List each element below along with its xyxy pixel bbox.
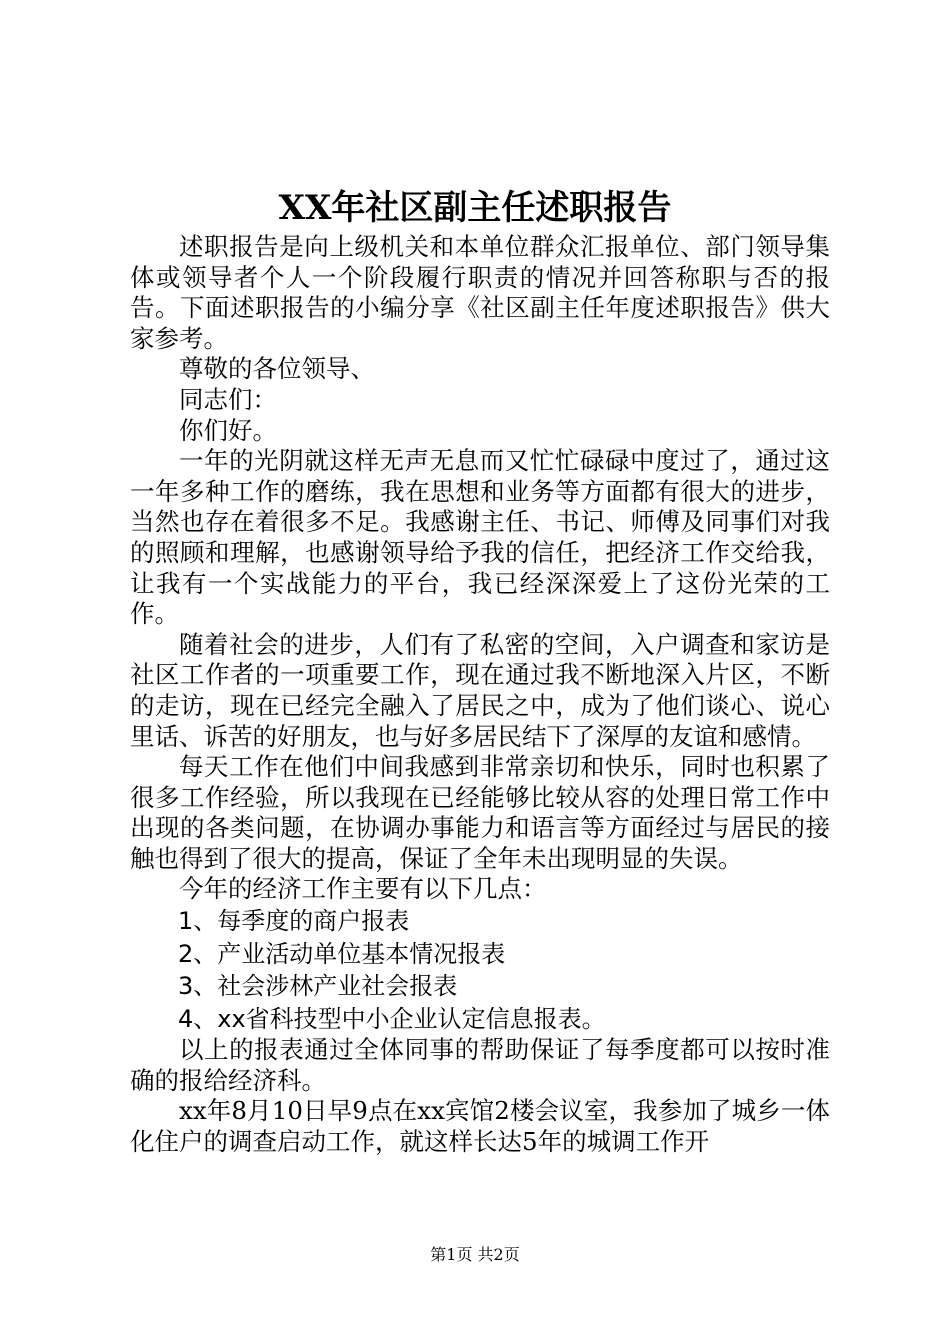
paragraph-reports-summary: 以上的报表通过全体同事的帮助保证了每季度都可以按时准确的报给经济科。	[130, 1035, 830, 1095]
paragraph-year-review: 一年的光阴就这样无声无息而又忙忙碌碌中度过了，通过这一年多种工作的磨练，我在思想和业务等方面都有很大的进步，当然也存在着很多不足。我感谢主任、书记、师傅及同事们对我的照顾和理解，也感谢领导给予我的信任，把经济工作交给我，让我有一个实战能力的平台，我已经深深爱上了这份光荣的工作。	[130, 446, 830, 629]
paragraph-work-points: 今年的经济工作主要有以下几点：	[179, 874, 547, 904]
list-item: 3、社会涉林产业社会报表	[178, 972, 458, 1001]
paragraph-survey-start: xx年8月10日早9点在xx宾馆2楼会议室，我参加了城乡一体化住户的调查启动工作，就这样长达5年的城调工作开	[130, 1096, 830, 1156]
paragraph-intro: 述职报告是向上级机关和本单位群众汇报单位、部门领导集体或领导者个人一个阶段履行职责的情况并回答称职与否的报告。下面述职报告的小编分享《社区副主任年度述职报告》供大家参考。	[130, 232, 830, 353]
document-body	[130, 232, 830, 1157]
page-title: XX年社区副主任述职报告	[278, 188, 672, 228]
paragraph-experience: 每天工作在他们中间我感到非常亲切和快乐，同时也积累了很多工作经验，所以我现在已经能够比较从容的处理日常工作中出现的各类问题，在协调办事能力和语言等方面经过与居民的接触也得到了很大的提高，保证了全年未出现明显的失误。	[130, 752, 830, 873]
list-item: 4、xx省科技型中小企业认定信息报表。	[178, 1004, 606, 1033]
paragraph-community-visits: 随着社会的进步，人们有了私密的空间，入户调查和家访是社区工作者的一项重要工作，现在通过我不断地深入片区，不断的走访，现在已经完全融入了居民之中，成为了他们谈心、说心里话、诉苦的好朋友，也与好多居民结下了深厚的友谊和感情。	[130, 629, 830, 751]
paragraph-greeting: 你们好。	[179, 415, 277, 445]
paragraph-salutation-1: 尊敬的各位领导、	[179, 354, 375, 384]
page-footer: 第1页 共2页	[430, 1245, 520, 1264]
paragraph-salutation-2: 同志们：	[179, 384, 277, 414]
list-item: 2、产业活动单位基本情况报表	[178, 939, 506, 968]
list-item: 1、每季度的商户报表	[178, 907, 410, 936]
